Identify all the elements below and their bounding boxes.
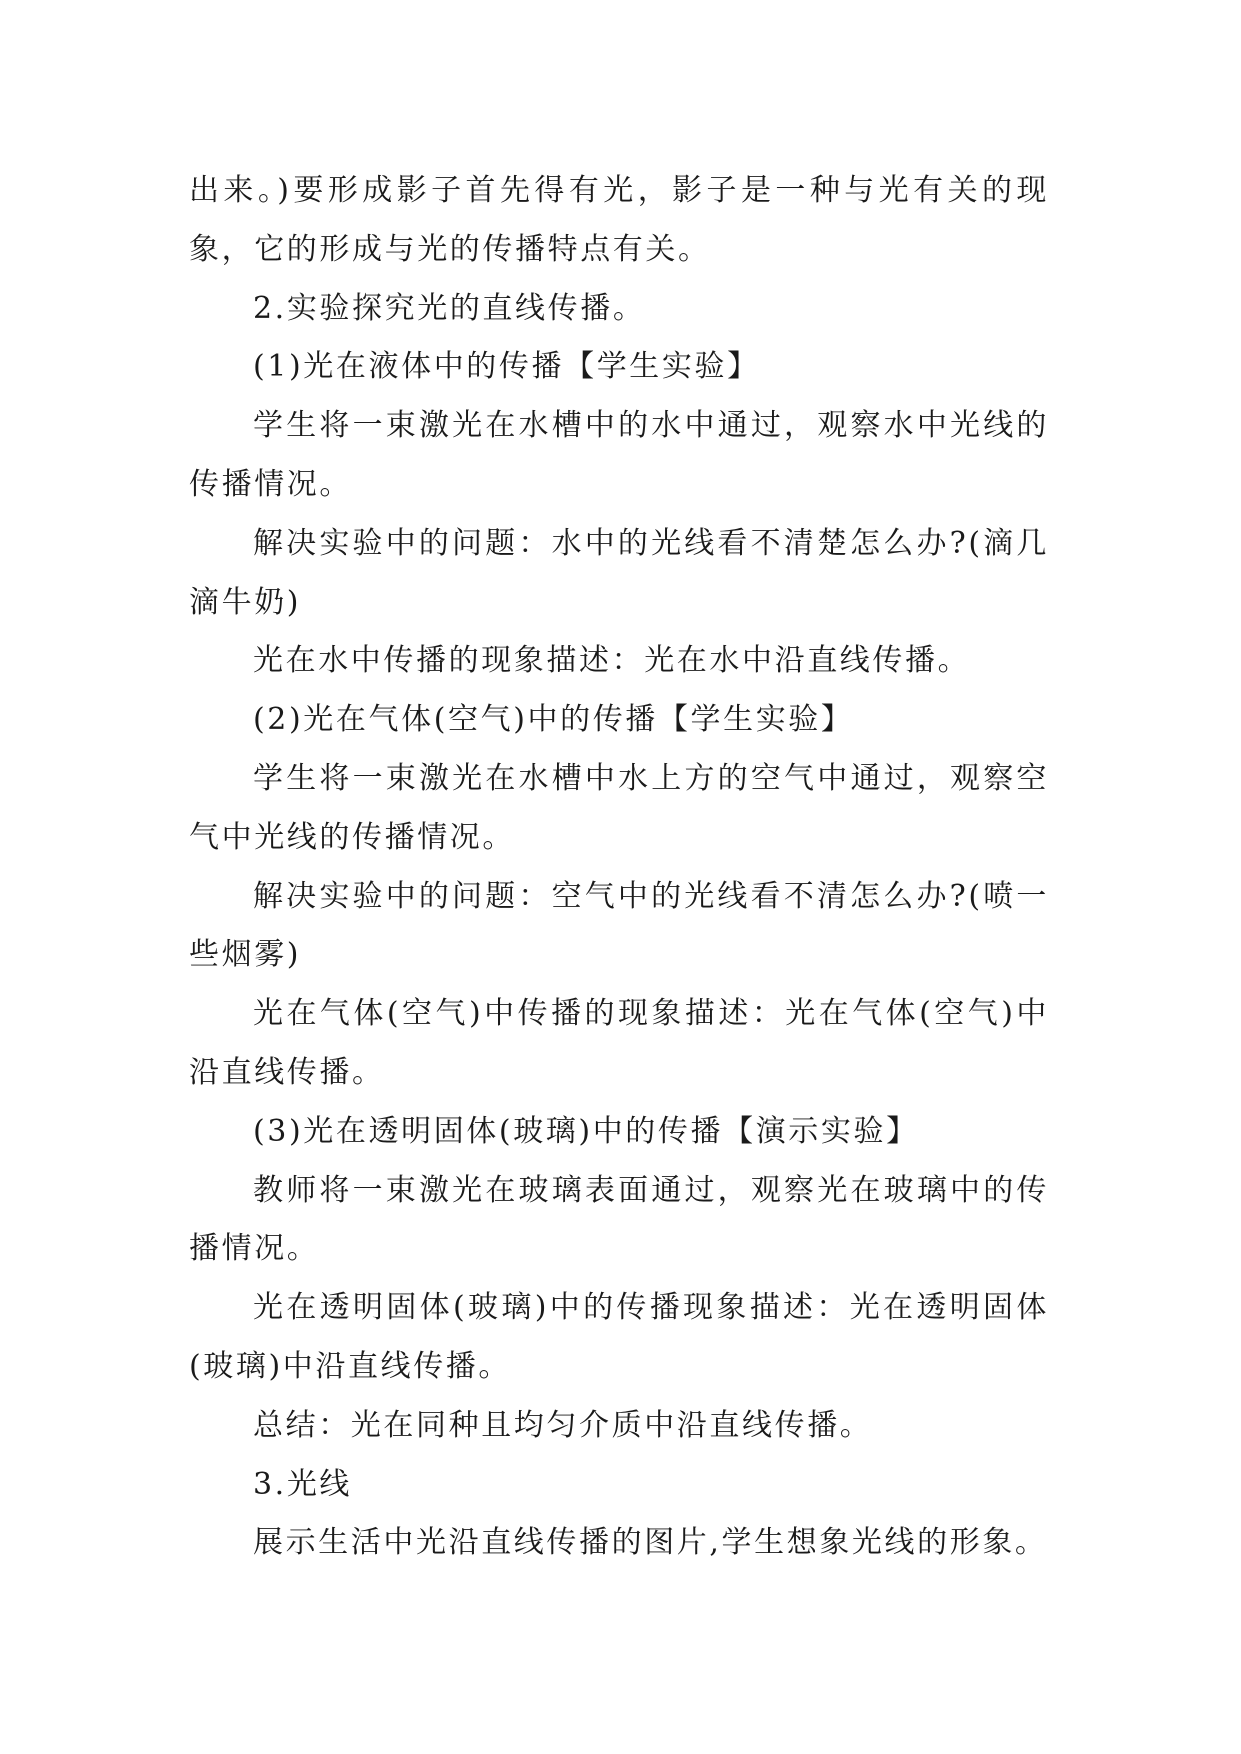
paragraph-14: 总结：光在同种且均匀介质中沿直线传播。 [253, 1407, 873, 1443]
paragraph-3: (1)光在液体中的传播【学生实验】 [253, 349, 760, 385]
paragraph-1: 出来。)要形成影子首先得有光，影子是一种与光有关的现象，它的形成与光的传播特点有关。 [189, 173, 1049, 267]
paragraph-9: 解决实验中的问题：空气中的光线看不清怎么办?(喷一些烟雾) [189, 878, 1049, 973]
paragraph-5: 解决实验中的问题：水中的光线看不清楚怎么办?(滴几滴牛奶) [189, 525, 1049, 620]
paragraph-7: (2)光在气体(空气)中的传播【学生实验】 [253, 702, 854, 738]
paragraph-10: 光在气体(空气)中传播的现象描述：光在气体(空气)中沿直线传播。 [189, 996, 1049, 1090]
paragraph-15: 3.光线 [253, 1466, 353, 1502]
paragraph-11: (3)光在透明固体(玻璃)中的传播【演示实验】 [253, 1113, 919, 1149]
paragraph-2: 2.实验探究光的直线传播。 [253, 290, 646, 326]
document-body [189, 162, 1049, 1573]
paragraph-8: 学生将一束激光在水槽中水上方的空气中通过，观察空气中光线的传播情况。 [189, 760, 1049, 855]
paragraph-16: 展示生活中光沿直线传播的图片,学生想象光线的形象。 [253, 1525, 1048, 1561]
paragraph-6: 光在水中传播的现象描述：光在水中沿直线传播。 [253, 643, 971, 679]
paragraph-13: 光在透明固体(玻璃)中的传播现象描述：光在透明固体(玻璃)中沿直线传播。 [189, 1290, 1049, 1384]
paragraph-12: 教师将一束激光在玻璃表面通过，观察光在玻璃中的传播情况。 [189, 1172, 1049, 1267]
paragraph-4: 学生将一束激光在水槽中的水中通过，观察水中光线的传播情况。 [189, 408, 1049, 502]
